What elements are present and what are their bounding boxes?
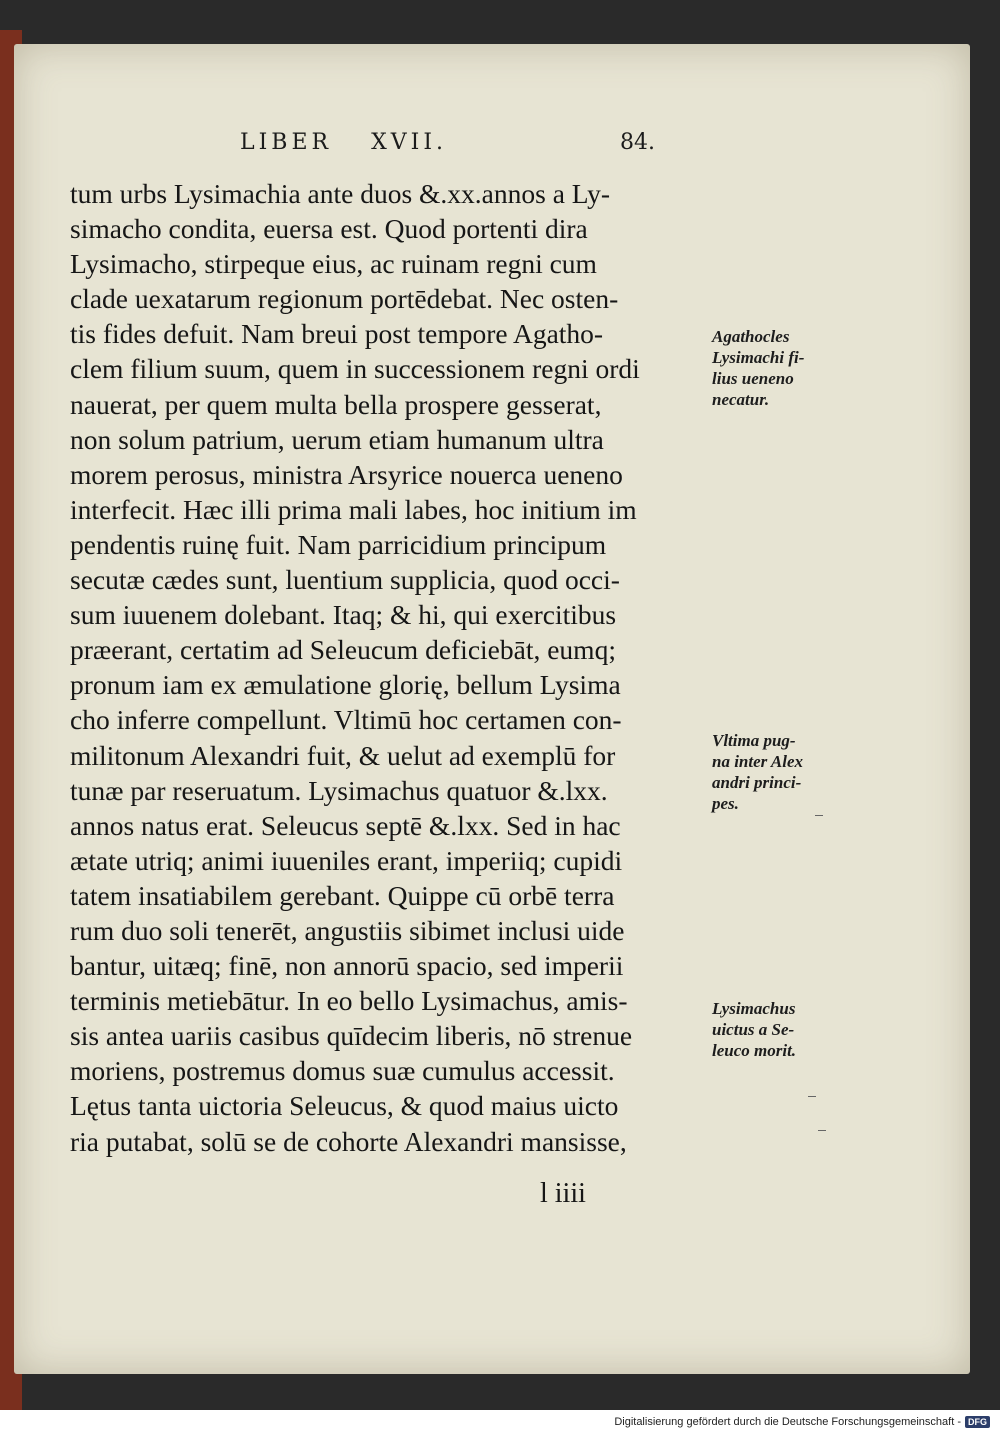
text-line: ria putabat, solū se de cohorte Alexandri mansisse, bbox=[70, 1125, 627, 1157]
marginal-note-lysimachus bbox=[712, 998, 832, 1061]
text-line: tum urbs Lysimachia ante duos &.xx.annos a Ly- bbox=[70, 178, 610, 209]
text-line: interfecit. Hæc illi prima mali labes, hoc initium im bbox=[70, 493, 637, 525]
text-line: militonum Alexandri fuit, & uelut ad exemplū for bbox=[70, 739, 616, 771]
margin-tick bbox=[815, 815, 823, 816]
marginal-line: Lysimachus bbox=[712, 999, 796, 1018]
text-line: morem perosus, ministra Arsyrice nouerca ueneno bbox=[70, 458, 623, 490]
text-line: pendentis ruinę fuit. Nam parricidium principum bbox=[70, 528, 607, 560]
text-line: terminis metiebātur. In eo bello Lysimachus, amis- bbox=[70, 985, 628, 1017]
marginal-note-agathocles bbox=[712, 326, 832, 410]
running-head-title: LIBER XVII. bbox=[240, 130, 448, 155]
marginal-note-ultima-pugna bbox=[712, 730, 832, 814]
text-line: sis antea uariis casibus quīdecim liberis, nō strenue bbox=[70, 1020, 633, 1052]
text-line: rum duo soli tenerēt, angustiis sibimet inclusi uide bbox=[70, 914, 625, 946]
signature-mark: l iiii bbox=[540, 1178, 586, 1209]
marginal-line: uictus a Se- bbox=[712, 1020, 795, 1039]
text-line: præerant, certatim ad Seleucum deficiebāt, eumq; bbox=[70, 634, 616, 666]
text-line: pronum iam ex æmulatione glorię, bellum Lysima bbox=[70, 669, 621, 701]
text-line: nauerat, per quem multa bella prospere gesserat, bbox=[70, 388, 602, 420]
marginal-line: lius ueneno bbox=[712, 369, 794, 388]
text-line: annos natus erat. Seleucus septē &.lxx. Sed in hac bbox=[70, 809, 621, 841]
dfg-logo: DFG bbox=[965, 1416, 990, 1428]
text-line: tis fides defuit. Nam breui post tempore Agatho- bbox=[70, 318, 604, 350]
text-line: clade uexatarum regionum portēdebat. Nec osten- bbox=[70, 283, 619, 315]
marginal-line: necatur. bbox=[712, 390, 770, 409]
footer-text: Digitalisierung gefördert durch die Deutsche Forschungsgemeinschaft - bbox=[614, 1416, 961, 1428]
marginal-line: Agathocles bbox=[712, 327, 790, 346]
text-line: Lysimacho, stirpeque eius, ac ruinam regni cum bbox=[70, 248, 597, 280]
margin-tick bbox=[808, 1096, 816, 1097]
text-line: clem filium suum, quem in successionem regni ordi bbox=[70, 353, 640, 385]
text-line: tunæ par reseruatum. Lysimachus quatuor &.lxx. bbox=[70, 774, 608, 806]
marginal-line: Vltima pug- bbox=[712, 731, 796, 750]
marginal-line: pes. bbox=[712, 794, 739, 813]
main-text-block bbox=[70, 176, 720, 1159]
text-line: non solum patrium, uerum etiam humanum ultra bbox=[70, 423, 604, 455]
marginal-line: andri princi- bbox=[712, 773, 802, 792]
text-line: cho inferre compellunt. Vltimū hoc certamen con- bbox=[70, 704, 622, 736]
marginal-line: leuco morit. bbox=[712, 1041, 797, 1060]
text-line: secutæ cædes sunt, luentium supplicia, quod occi- bbox=[70, 564, 620, 596]
text-line: sum iuuenem dolebant. Itaq; & hi, qui exercitibus bbox=[70, 599, 617, 631]
text-line: simacho condita, euersa est. Quod portenti dira bbox=[70, 213, 588, 245]
text-line: tatem insatiabilem gerebant. Quippe cū orbē terra bbox=[70, 879, 615, 911]
marginal-line: Lysimachi fi- bbox=[712, 348, 805, 367]
text-line: Lętus tanta uictoria Seleucus, & quod maius uicto bbox=[70, 1090, 619, 1122]
folio-number: 84. bbox=[620, 130, 655, 155]
footer-credit bbox=[614, 1416, 990, 1428]
text-line: bantur, uitæq; finē, non annorū spacio, sed imperii bbox=[70, 950, 624, 982]
text-line: ætate utriq; animi iuueniles erant, imperiiq; cupidi bbox=[70, 844, 623, 876]
marginal-line: na inter Alex bbox=[712, 752, 803, 771]
running-head bbox=[240, 130, 655, 155]
margin-tick bbox=[818, 1130, 826, 1131]
text-line: moriens, postremus domus suæ cumulus accessit. bbox=[70, 1055, 615, 1087]
